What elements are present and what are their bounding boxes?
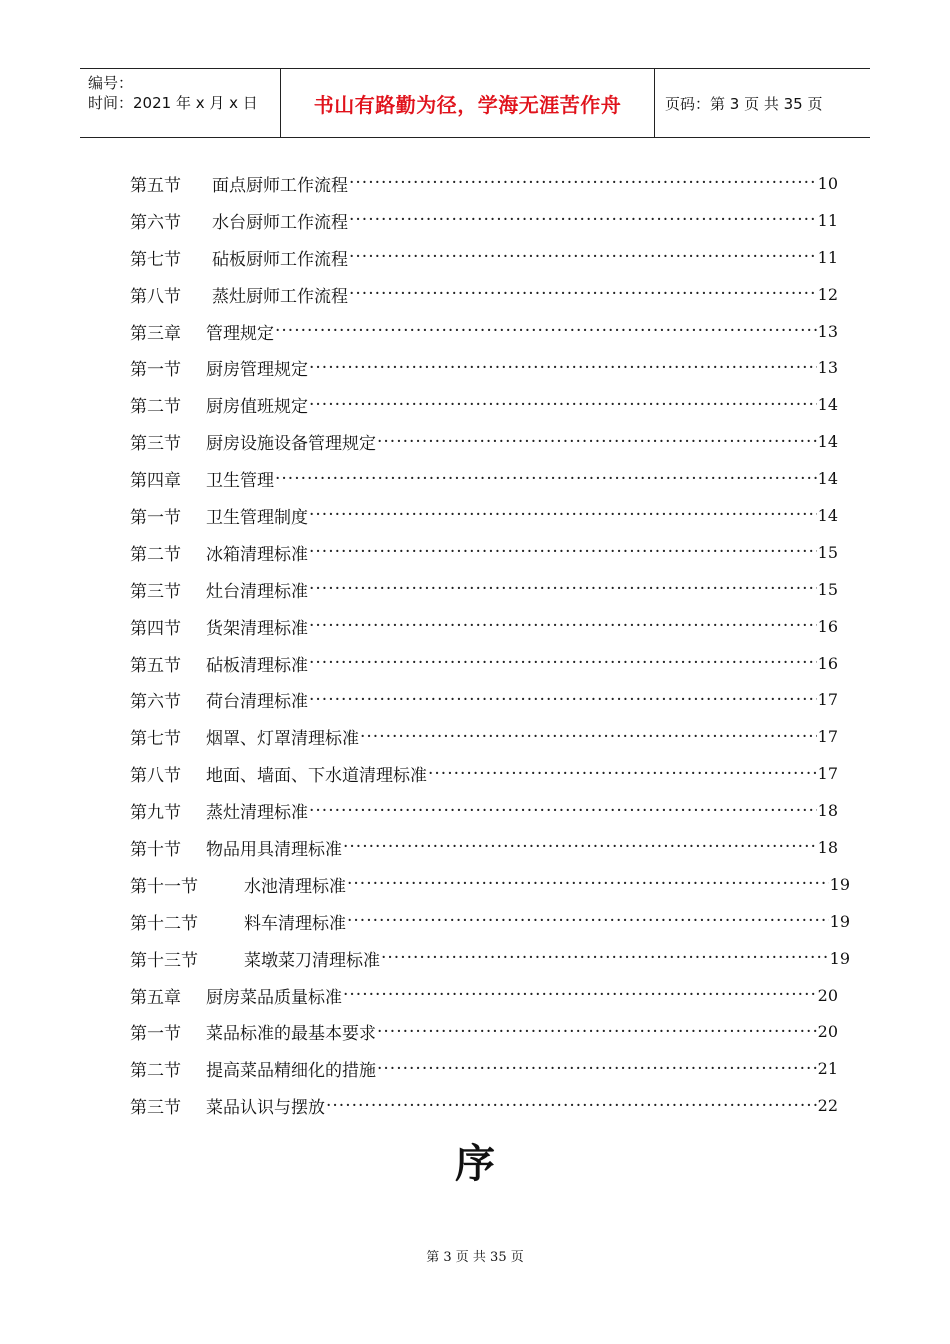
toc-page-number: 17 (817, 727, 838, 747)
section-heading: 序 (455, 1141, 495, 1187)
toc-entry[interactable] (130, 1087, 850, 1124)
toc-section-number: 第八节 (130, 286, 181, 307)
toc-entry[interactable] (130, 866, 850, 903)
toc-section-title: 荷台清理标准 (206, 692, 308, 713)
toc-entry[interactable] (130, 497, 850, 534)
toc-section-number: 第一节 (130, 507, 181, 528)
toc-page-number: 19 (829, 948, 850, 968)
toc-leader-dots (347, 911, 829, 931)
toc-section-number: 第十三节 (130, 950, 198, 971)
toc-page-number: 19 (829, 874, 850, 894)
toc-section-number: 第三章 (130, 323, 181, 344)
toc-section-title: 厨房值班规定 (206, 397, 308, 418)
toc-section-title: 水台厨师工作流程 (212, 212, 348, 233)
toc-leader-dots (309, 801, 817, 821)
toc-section-title: 卫生管理 (206, 471, 274, 492)
toc-section-title: 烟罩、灯罩清理标准 (206, 729, 359, 750)
toc-section-title: 厨房设施设备管理规定 (206, 434, 376, 455)
toc-page-number: 15 (817, 579, 838, 599)
toc-section-number: 第十二节 (130, 913, 198, 934)
toc-section-number: 第二节 (130, 544, 181, 565)
toc-entry[interactable] (130, 571, 850, 608)
toc-section-number: 第四节 (130, 618, 181, 639)
toc-page-number: 12 (817, 284, 838, 304)
toc-leader-dots (360, 727, 817, 747)
toc-section-number: 第六节 (130, 692, 181, 713)
toc-section-title: 料车清理标准 (244, 913, 346, 934)
toc-leader-dots (377, 1059, 817, 1079)
toc-leader-dots (428, 764, 817, 784)
page-header (80, 68, 870, 138)
toc-section-number: 第三节 (130, 581, 181, 602)
toc-entry[interactable] (130, 681, 850, 718)
toc-leader-dots (326, 1096, 817, 1116)
toc-section-number: 第四章 (130, 471, 181, 492)
toc-page-number: 15 (817, 542, 838, 562)
toc-page-number: 18 (817, 801, 838, 821)
toc-entry[interactable] (130, 460, 850, 497)
header-page-number: 页码：第 3 页 共 35 页 (665, 94, 823, 113)
toc-leader-dots (381, 948, 829, 968)
toc-leader-dots (309, 653, 817, 673)
toc-section-title: 水池清理标准 (244, 876, 346, 897)
toc-entry[interactable] (130, 202, 850, 239)
toc-page-number: 13 (817, 358, 838, 378)
toc-section-number: 第十一节 (130, 876, 198, 897)
toc-entry[interactable] (130, 349, 850, 386)
toc-section-title: 砧板厨师工作流程 (212, 249, 348, 270)
toc-leader-dots (309, 358, 817, 378)
page-footer: 第 3 页 共 35 页 (426, 1250, 524, 1265)
toc-page-number: 11 (817, 247, 838, 267)
toc-section-title: 管理规定 (206, 323, 274, 344)
toc-section-title: 物品用具清理标准 (206, 839, 342, 860)
toc-entry[interactable] (130, 386, 850, 423)
toc-entry[interactable] (130, 534, 850, 571)
header-motto: 书山有路勤为径，学海无涯苦作舟 (313, 92, 622, 117)
toc-section-number: 第八节 (130, 766, 181, 787)
toc-page-number: 18 (817, 837, 838, 857)
toc-page-number: 17 (817, 690, 838, 710)
toc-section-title: 蒸灶清理标准 (206, 803, 308, 824)
toc-page-number: 20 (817, 1022, 838, 1042)
toc-leader-dots (309, 690, 817, 710)
toc-section-number: 第二节 (130, 1061, 181, 1082)
toc-page-number: 17 (817, 764, 838, 784)
toc-section-title: 厨房菜品质量标准 (206, 987, 342, 1008)
toc-entry[interactable] (130, 829, 850, 866)
toc-leader-dots (377, 1022, 817, 1042)
toc-entry[interactable] (130, 792, 850, 829)
toc-section-title: 厨房管理规定 (206, 360, 308, 381)
toc-section-number: 第五节 (130, 175, 181, 196)
toc-entry[interactable] (130, 276, 850, 313)
toc-entry[interactable] (130, 313, 850, 350)
header-page-cell (655, 69, 870, 137)
toc-entry[interactable] (130, 940, 850, 977)
toc-entry[interactable] (130, 645, 850, 682)
toc-section-title: 提高菜品精细化的措施 (206, 1061, 376, 1082)
toc-leader-dots (309, 505, 817, 525)
toc-entry[interactable] (130, 1050, 850, 1087)
toc-entry[interactable] (130, 239, 850, 276)
toc-section-number: 第一节 (130, 360, 181, 381)
toc-page-number: 13 (817, 321, 838, 341)
toc-leader-dots (349, 284, 817, 304)
toc-section-title: 蒸灶厨师工作流程 (212, 286, 348, 307)
toc-leader-dots (349, 210, 817, 230)
toc-page-number: 19 (829, 911, 850, 931)
toc-section-number: 第十节 (130, 839, 181, 860)
toc-page-number: 20 (817, 985, 838, 1005)
toc-entry[interactable] (130, 977, 850, 1014)
toc-leader-dots (309, 542, 817, 562)
toc-leader-dots (309, 395, 817, 415)
toc-section-title: 冰箱清理标准 (206, 544, 308, 565)
toc-section-number: 第二节 (130, 397, 181, 418)
toc-section-title: 砧板清理标准 (206, 655, 308, 676)
toc-entry[interactable] (130, 1013, 850, 1050)
toc-leader-dots (275, 321, 817, 341)
toc-section-number: 第三节 (130, 434, 181, 455)
toc-section-title: 卫生管理制度 (206, 507, 308, 528)
toc-leader-dots (349, 173, 817, 193)
toc-leader-dots (349, 247, 817, 267)
toc-section-title: 货架清理标准 (206, 618, 308, 639)
document-number: 编号： (88, 74, 134, 92)
toc-section-number: 第三节 (130, 1098, 181, 1119)
toc-entry[interactable] (130, 165, 850, 202)
toc-leader-dots (309, 579, 817, 599)
toc-entry[interactable] (130, 903, 850, 940)
toc-section-number: 第七节 (130, 729, 181, 750)
header-meta (80, 69, 281, 137)
toc-leader-dots (275, 469, 817, 489)
toc-section-title: 菜品认识与摆放 (206, 1098, 325, 1119)
toc-leader-dots (347, 874, 829, 894)
toc-page-number: 14 (817, 395, 838, 415)
toc-leader-dots (343, 837, 817, 857)
toc-section-title: 灶台清理标准 (206, 581, 308, 602)
toc-entry[interactable] (130, 608, 850, 645)
toc-page-number: 14 (817, 469, 838, 489)
toc-section-number: 第五节 (130, 655, 181, 676)
toc-section-number: 第六节 (130, 212, 181, 233)
toc-leader-dots (377, 432, 817, 452)
toc-page-number: 14 (817, 505, 838, 525)
toc-section-number: 第一节 (130, 1024, 181, 1045)
header-motto-cell (281, 69, 655, 137)
toc-section-title: 菜品标准的最基本要求 (206, 1024, 376, 1045)
table-of-contents (130, 165, 850, 1124)
toc-section-number: 第五章 (130, 987, 181, 1008)
toc-page-number: 16 (817, 653, 838, 673)
toc-page-number: 14 (817, 432, 838, 452)
toc-section-title: 面点厨师工作流程 (212, 175, 348, 196)
toc-section-title: 菜墩菜刀清理标准 (244, 950, 380, 971)
toc-page-number: 16 (817, 616, 838, 636)
toc-entry[interactable] (130, 718, 850, 755)
toc-page-number: 21 (817, 1059, 838, 1079)
toc-leader-dots (343, 985, 817, 1005)
toc-section-number: 第七节 (130, 249, 181, 270)
toc-entry[interactable] (130, 423, 850, 460)
toc-page-number: 11 (817, 210, 838, 230)
toc-page-number: 10 (817, 173, 838, 193)
toc-entry[interactable] (130, 755, 850, 792)
document-date: 时间：2021 年 x 月 x 日 (88, 94, 258, 112)
toc-leader-dots (309, 616, 817, 636)
toc-section-title: 地面、墙面、下水道清理标准 (206, 766, 427, 787)
toc-section-number: 第九节 (130, 803, 181, 824)
toc-page-number: 22 (817, 1096, 838, 1116)
